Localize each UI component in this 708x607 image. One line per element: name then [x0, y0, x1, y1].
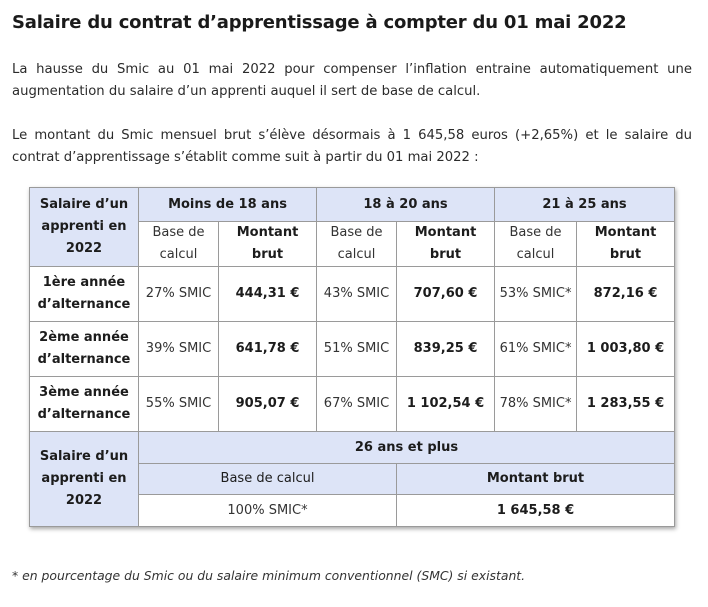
over26-amount-header: Montant brut	[397, 464, 675, 495]
table-row	[30, 322, 675, 377]
base-header: Base de calcul	[139, 222, 219, 267]
amount-header: Montant brut	[219, 222, 317, 267]
over26-amount-cell: 1 645,58 €	[397, 495, 675, 527]
header-row-ages	[30, 188, 675, 222]
intro-paragraph: La hausse du Smic au 01 mai 2022 pour compenser l’inflation entraine automatiquement une augmentation du salaire d’un apprenti auquel il sert de base de calcul.	[12, 62, 692, 99]
row-label: 2ème année d’alternance	[30, 322, 139, 377]
base-cell: 67% SMIC	[317, 377, 397, 432]
over26-base-cell: 100% SMIC*	[139, 495, 397, 527]
amount-cell: 905,07 €	[219, 377, 317, 432]
base-cell: 39% SMIC	[139, 322, 219, 377]
base-cell: 53% SMIC*	[495, 267, 577, 322]
base-cell: 51% SMIC	[317, 322, 397, 377]
table-row	[30, 377, 675, 432]
amount-cell: 872,16 €	[577, 267, 675, 322]
age-group-header: 18 à 20 ans	[317, 188, 495, 222]
over26-base-header: Base de calcul	[139, 464, 397, 495]
base-cell: 55% SMIC	[139, 377, 219, 432]
footnote: * en pourcentage du Smic ou du salaire minimum conventionnel (SMC) si existant.	[12, 568, 526, 583]
amount-cell: 444,31 €	[219, 267, 317, 322]
base-header: Base de calcul	[317, 222, 397, 267]
corner-label: Salaire d’un apprenti en 2022	[30, 188, 139, 267]
amount-cell: 1 283,55 €	[577, 377, 675, 432]
amount-cell: 1 003,80 €	[577, 322, 675, 377]
age-group-header: 21 à 25 ans	[495, 188, 675, 222]
amount-header: Montant brut	[577, 222, 675, 267]
row-label: 1ère année d’alternance	[30, 267, 139, 322]
base-cell: 61% SMIC*	[495, 322, 577, 377]
over26-header: 26 ans et plus	[139, 432, 675, 464]
base-cell: 43% SMIC	[317, 267, 397, 322]
base-cell: 27% SMIC	[139, 267, 219, 322]
salary-table	[29, 187, 675, 527]
row-label: 3ème année d’alternance	[30, 377, 139, 432]
base-header: Base de calcul	[495, 222, 577, 267]
page-title: Salaire du contrat d’apprentissage à compter du 01 mai 2022	[12, 12, 627, 33]
table-row	[30, 267, 675, 322]
amount-cell: 839,25 €	[397, 322, 495, 377]
base-cell: 78% SMIC*	[495, 377, 577, 432]
amount-cell: 1 102,54 €	[397, 377, 495, 432]
age-group-header: Moins de 18 ans	[139, 188, 317, 222]
amount-header: Montant brut	[397, 222, 495, 267]
corner-label-over26: Salaire d’un apprenti en 2022	[30, 432, 139, 527]
amount-cell: 707,60 €	[397, 267, 495, 322]
amount-cell: 641,78 €	[219, 322, 317, 377]
smic-paragraph: Le montant du Smic mensuel brut s’élève désormais à 1 645,58 euros (+2,65%) et le salaire du contrat d’apprentissage s’établit comme suit à partir du 01 mai 2022 :	[12, 128, 692, 165]
over26-header-row	[30, 432, 675, 464]
